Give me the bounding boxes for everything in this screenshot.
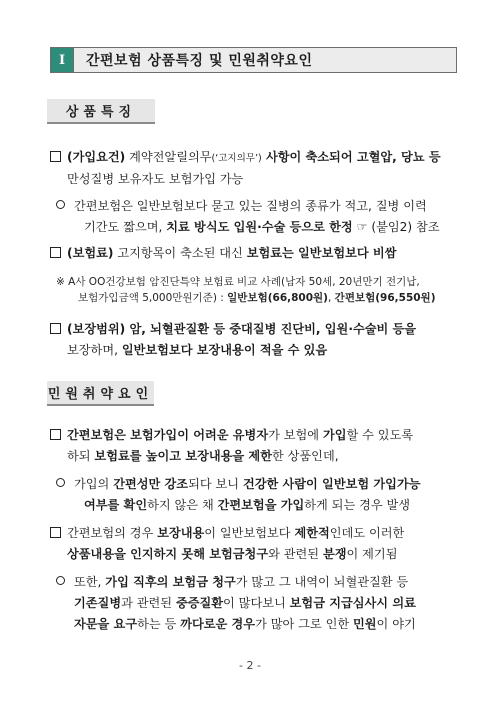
checkbox-bullet-icon: [50, 429, 61, 440]
paragraph-eligibility-detail: 간편보험은 일반보험보다 묻고 있는 질병의 종류가 적고, 질병 이력 기간도 짧으며, 치료 방식도 입원·수술 등으로 한정 ☞ (붙임2) 참조: [56, 196, 440, 238]
paragraph-early-claims: 또한, 가입 직후의 보험금 청구가 많고 그 내역이 뇌혈관질환 등 기존질병과 관련된 중증질환이 많다보니 보험금 지급심사시 의료 자문을 요구하는 등 까다로운 경우가 많아 그로 인한 민원이 야기: [56, 572, 416, 635]
circle-bullet-icon: [56, 478, 65, 487]
chapter-number: I: [51, 48, 74, 72]
paragraph-eligibility: (가입요건) 계약전알릴의무(‘고지의무’) 사항이 축소되어 고혈압, 당뇨 등 만성질병 보유자도 보험가입 가능: [50, 147, 441, 190]
checkbox-bullet-icon: [50, 151, 61, 162]
circle-bullet-icon: [56, 576, 65, 585]
section-heading-features: 상품특징: [47, 99, 155, 124]
section-heading-complaint-factors: 민원취약요인: [47, 381, 154, 406]
paragraph-simplified-insurance: 간편보험은 보험가입이 어려운 유병자가 보험에 가입할 수 있도록 하되 보험료를 높이고 보장내용을 제한한 상품인데,: [50, 425, 413, 467]
premium-comparison-note: ※ A사 OO건강보험 암진단특약 보험료 비교 사례(남자 50세, 20년만기 전기납, 보험가입금액 5,000만원기준) : 일반보험(66,800원), 간편보험(96,550원): [56, 276, 436, 304]
checkbox-bullet-icon: [50, 247, 61, 258]
chapter-title: 간편보험 상품특징 및 민원취약요인: [86, 53, 313, 69]
page-number: - 2 -: [239, 659, 261, 672]
paragraph-coverage-disputes: 간편보험의 경우 보장내용이 일반보험보다 제한적인데도 이러한 상품내용을 인지하지 못해 보험금청구와 관련된 분쟁이 제기됨: [50, 523, 404, 565]
circle-bullet-icon: [56, 200, 65, 209]
checkbox-bullet-icon: [50, 323, 61, 334]
chapter-title-bar: [50, 47, 457, 73]
checkbox-bullet-icon: [50, 527, 61, 538]
paragraph-premium: (보험료) 고지항목이 축소된 대신 보험료는 일반보험보다 비쌈: [50, 243, 396, 264]
paragraph-coverage: (보장범위) 암, 뇌혈관질환 등 중대질병 진단비, 입원·수술비 등을 보장하며, 일반보험보다 보장내용이 적을 수 있음: [50, 319, 416, 361]
paragraph-ease-emphasis: 가입의 간편성만 강조되다 보니 건강한 사람이 일반보험 가입가능 여부를 확인하지 않은 채 간편보험을 가입하게 되는 경우 발생: [56, 474, 421, 516]
